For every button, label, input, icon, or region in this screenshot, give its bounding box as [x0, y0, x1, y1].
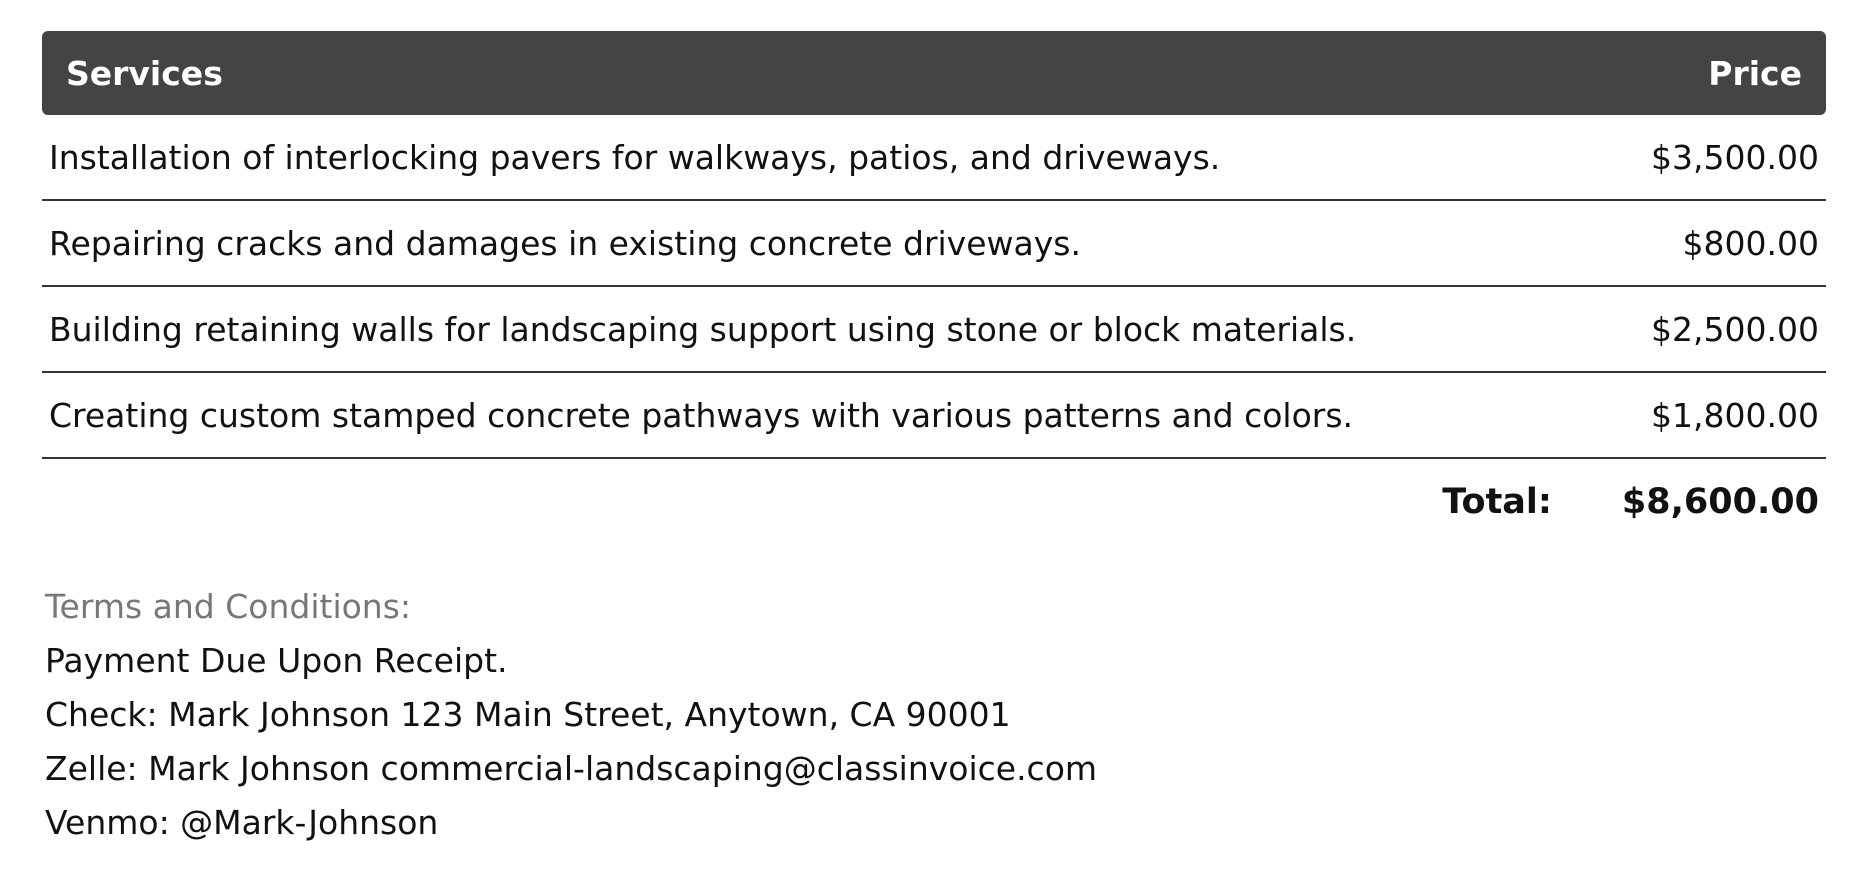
table-row — [42, 373, 1826, 459]
price-column-header: Price — [1708, 53, 1802, 93]
total-value: $8,600.00 — [1621, 482, 1819, 522]
service-description: Creating custom stamped concrete pathways with various patterns and colors. — [49, 395, 1354, 435]
table-row — [42, 115, 1826, 201]
terms-line-payment: Payment Due Upon Receipt. — [45, 641, 508, 680]
service-description: Repairing cracks and damages in existing concrete driveways. — [49, 223, 1081, 263]
terms-line-zelle: Zelle: Mark Johnson commercial-landscaping@classinvoice.com — [45, 749, 1098, 788]
table-row — [42, 287, 1826, 373]
total-label: Total: — [1442, 482, 1552, 522]
terms-line-check: Check: Mark Johnson 123 Main Street, Anytown, CA 90001 — [45, 695, 1011, 734]
service-description: Building retaining walls for landscaping support using stone or block materials. — [49, 309, 1357, 349]
total-row — [42, 459, 1826, 545]
terms-line-venmo: Venmo: @Mark-Johnson — [45, 803, 439, 842]
table-header — [42, 31, 1826, 115]
services-column-header: Services — [66, 53, 223, 93]
service-price: $1,800.00 — [1651, 395, 1819, 435]
service-description: Installation of interlocking pavers for walkways, patios, and driveways. — [49, 137, 1221, 177]
terms-title: Terms and Conditions: — [45, 587, 412, 626]
terms-section — [45, 580, 1097, 850]
service-price: $800.00 — [1682, 223, 1819, 263]
service-price: $3,500.00 — [1651, 137, 1819, 177]
services-table — [42, 31, 1826, 545]
table-row — [42, 201, 1826, 287]
service-rows — [42, 115, 1826, 459]
service-price: $2,500.00 — [1651, 309, 1819, 349]
